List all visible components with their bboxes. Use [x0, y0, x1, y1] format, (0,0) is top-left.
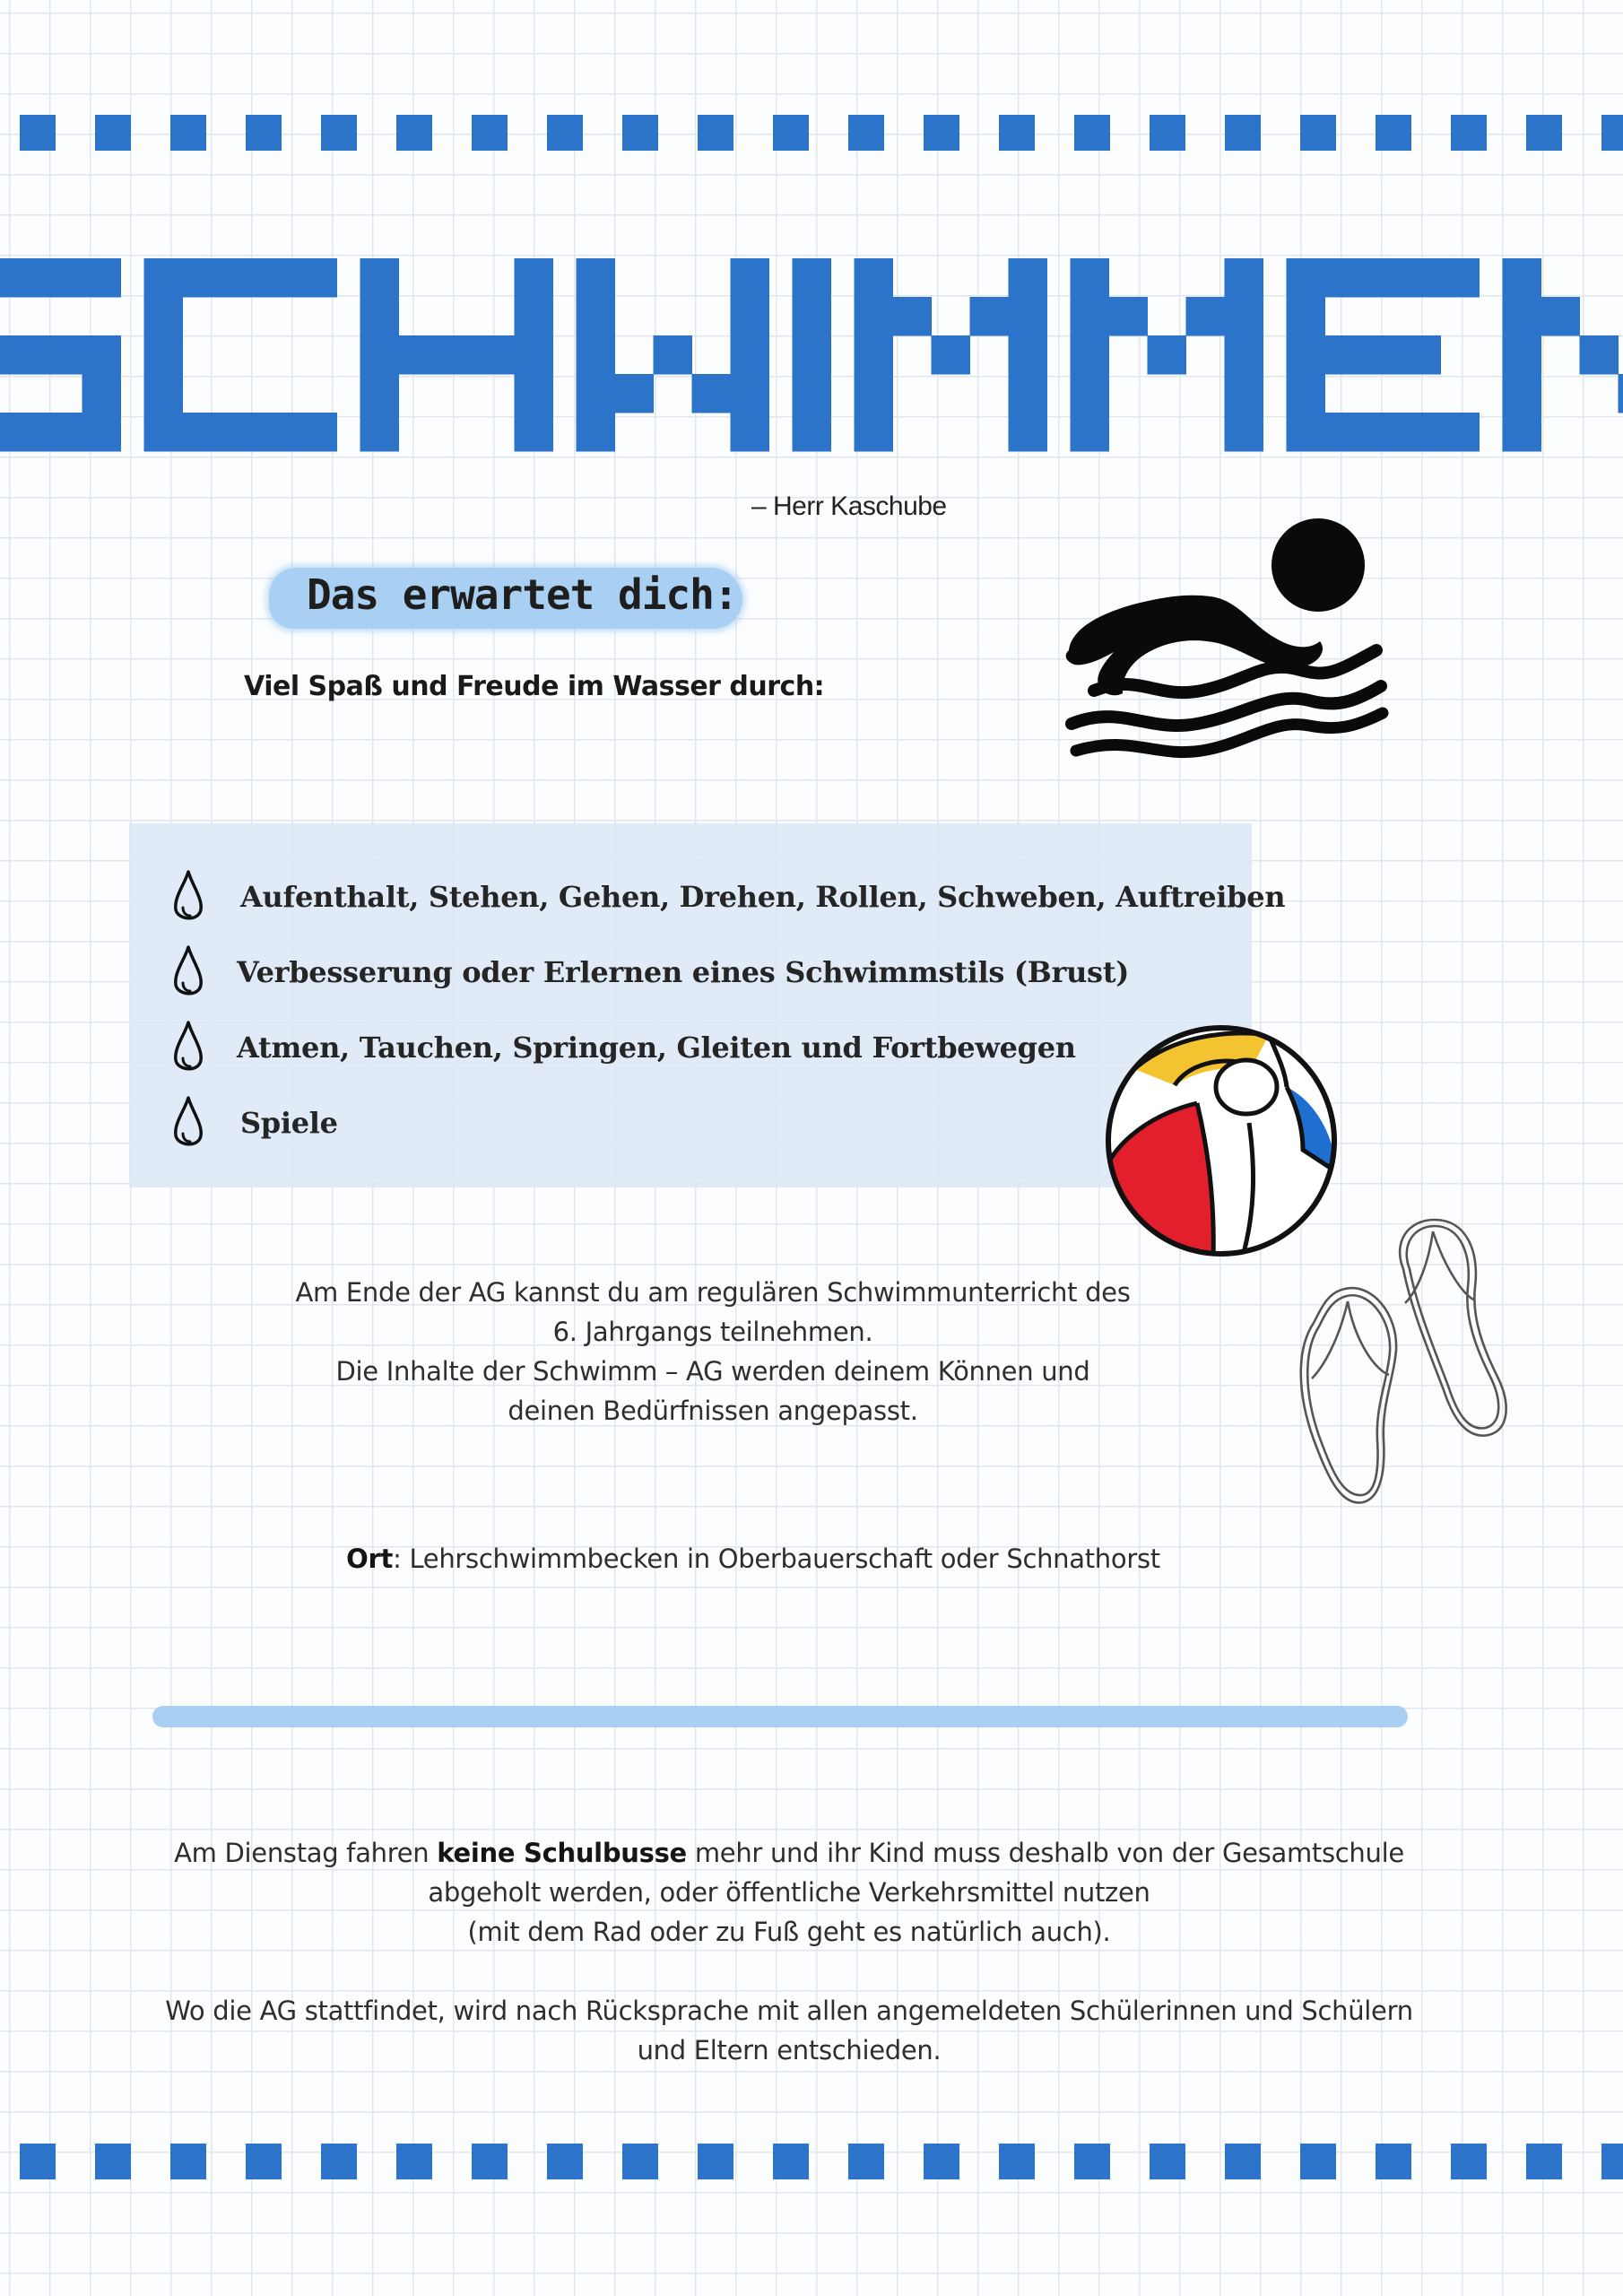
title-pixel — [360, 413, 400, 452]
border-square — [547, 2144, 583, 2179]
transport-bold: keine Schulbusse — [437, 1838, 687, 1868]
border-square — [848, 115, 884, 151]
title-pixel — [1009, 258, 1048, 298]
title-pixel — [82, 258, 122, 298]
transport-prefix: Am Dienstag fahren — [174, 1838, 438, 1868]
border-square — [20, 2144, 56, 2179]
title-pixel — [1619, 374, 1623, 413]
title-pixel — [183, 258, 222, 298]
title-pixel — [1325, 413, 1365, 452]
title-pixel — [855, 297, 894, 336]
title-pixel — [183, 413, 222, 452]
border-square — [924, 2144, 959, 2179]
title-pixel — [260, 413, 299, 452]
border-square — [1150, 2144, 1185, 2179]
border-square — [547, 115, 583, 151]
title-pixel — [1364, 335, 1403, 375]
title-pixel — [1580, 335, 1619, 375]
border-square — [472, 2144, 508, 2179]
border-square — [698, 115, 733, 151]
title-pixel — [1009, 335, 1048, 375]
swimmer-icon — [1058, 516, 1390, 762]
transport-line: (mit dem Rad oder zu Fuß geht es natürlich auch). — [467, 1917, 1111, 1947]
title-pixel — [615, 374, 655, 413]
title-pixel — [793, 335, 832, 375]
border-square — [1451, 115, 1487, 151]
location-label: Ort — [346, 1544, 394, 1574]
border-square — [698, 2144, 733, 2179]
border-square — [472, 115, 508, 151]
title-pixel — [1148, 335, 1187, 375]
title-pixel — [44, 335, 83, 375]
title-pixel — [221, 258, 261, 298]
title-pixel — [1071, 374, 1110, 413]
title-pixel — [360, 374, 400, 413]
title-pixel — [1503, 374, 1542, 413]
title-pixel — [1009, 374, 1048, 413]
list-item — [170, 1094, 338, 1152]
venue-line: und Eltern entschieden. — [637, 2035, 942, 2066]
title-pixel — [855, 335, 894, 375]
title-pixel — [1503, 297, 1542, 336]
title-pixel — [1225, 297, 1264, 336]
title-pixel — [793, 413, 832, 452]
border-square — [1601, 2144, 1623, 2179]
title-pixel — [793, 374, 832, 413]
transport-line: abgeholt werden, oder öffentliche Verkehrsmittel nutzen — [428, 1877, 1150, 1908]
title-pixel — [893, 297, 933, 336]
title-pixel — [1503, 413, 1542, 452]
section-heading-highlight — [269, 554, 753, 644]
title-pixel — [731, 258, 770, 298]
title-pixel — [5, 258, 45, 298]
title-pixel — [731, 297, 770, 336]
title-pixel — [1287, 297, 1326, 336]
activity-text: Spiele — [240, 1106, 338, 1140]
transport-line — [90, 1833, 1488, 1873]
title-pixel — [970, 297, 1010, 336]
title-pixel — [221, 413, 261, 452]
title-pixel — [1225, 413, 1264, 452]
title-pixel — [0, 413, 5, 452]
border-square — [773, 2144, 809, 2179]
water-drop-icon — [170, 1094, 206, 1152]
title-pixel — [654, 335, 693, 375]
title-pixel — [515, 297, 554, 336]
title-pixel — [515, 374, 554, 413]
title-pixel — [82, 374, 122, 413]
border-square — [1150, 115, 1185, 151]
border-square — [1601, 115, 1623, 151]
activity-text: Aufenthalt, Stehen, Gehen, Drehen, Rollen, Schweben, Auftreiben — [240, 880, 1286, 914]
venue-line: Wo die AG stattfindet, wird nach Rücksprache mit allen angemeldeten Schülerinnen und Schülern — [165, 1996, 1413, 2026]
title-pixel — [399, 335, 438, 375]
title-pixel — [1287, 374, 1326, 413]
title-pixel — [1503, 258, 1542, 298]
border-square — [1225, 2144, 1261, 2179]
title-pixel — [1287, 413, 1326, 452]
border-square — [1376, 2144, 1411, 2179]
title-pixel — [731, 374, 770, 413]
title-pixel — [0, 335, 5, 375]
title-pixel — [1287, 335, 1326, 375]
title-pixel — [731, 413, 770, 452]
title-pixel — [692, 374, 732, 413]
border-square — [1074, 2144, 1110, 2179]
title-pixel — [577, 258, 616, 298]
title-pixel — [1441, 413, 1480, 452]
info-paragraph — [135, 1273, 1291, 1431]
title-pixel — [5, 413, 45, 452]
border-square — [999, 115, 1035, 151]
location-line — [135, 1539, 1372, 1578]
title-pixel — [1225, 374, 1264, 413]
title-pixel — [438, 335, 477, 375]
border-square — [1074, 115, 1110, 151]
title-pixel — [360, 335, 400, 375]
flip-flops-icon — [1296, 1215, 1511, 1511]
title-pixel — [1287, 258, 1326, 298]
title-pixel — [1364, 413, 1403, 452]
title-pixel — [1364, 258, 1403, 298]
title-pixel — [360, 297, 400, 336]
title-pixel — [793, 297, 832, 336]
title-pixel — [855, 374, 894, 413]
title-pixel — [1009, 413, 1048, 452]
title-pixel — [144, 258, 184, 298]
title-pixel — [1402, 258, 1442, 298]
title-pixel — [855, 258, 894, 298]
title-pixel — [1071, 297, 1110, 336]
border-square — [321, 115, 357, 151]
title-pixel — [932, 335, 971, 375]
title-pixel — [1071, 258, 1110, 298]
title-pixel — [299, 258, 338, 298]
title-pixel — [577, 374, 616, 413]
border-square — [396, 115, 432, 151]
title-pixel — [144, 413, 184, 452]
section-heading: Das erwartet dich: — [307, 570, 738, 619]
title-pixel — [144, 374, 184, 413]
title-pixel — [515, 258, 554, 298]
border-square — [1300, 2144, 1336, 2179]
title-pixel — [1503, 335, 1542, 375]
title-pixel — [260, 258, 299, 298]
title-pixel — [299, 413, 338, 452]
border-square — [773, 115, 809, 151]
divider-bar — [152, 1706, 1408, 1727]
border-square — [1526, 115, 1562, 151]
title-pixel — [855, 413, 894, 452]
title-pixel — [5, 335, 45, 375]
border-square — [246, 2144, 282, 2179]
info-line: 6. Jahrgangs teilnehmen. — [552, 1317, 873, 1347]
title-pixel — [1541, 297, 1581, 336]
border-square — [1225, 115, 1261, 151]
border-square — [95, 2144, 131, 2179]
top-border-squares — [0, 115, 1623, 152]
title-pixel — [44, 258, 83, 298]
border-square — [999, 2144, 1035, 2179]
title-pixel — [731, 335, 770, 375]
intro-text: Viel Spaß und Freude im Wasser durch: — [244, 671, 825, 702]
border-square — [321, 2144, 357, 2179]
info-line: deinen Bedürfnissen angepasst. — [508, 1396, 918, 1426]
title-pixel — [577, 413, 616, 452]
border-square — [170, 115, 206, 151]
border-square — [1300, 115, 1336, 151]
border-square — [20, 115, 56, 151]
title-pixel — [515, 413, 554, 452]
title-pixel — [360, 258, 400, 298]
title-pixel — [1402, 413, 1442, 452]
border-square — [95, 115, 131, 151]
water-drop-icon — [170, 868, 206, 926]
title-pixel — [1009, 297, 1048, 336]
border-square — [396, 2144, 432, 2179]
title-pixel — [793, 258, 832, 298]
title-pixel — [1186, 297, 1226, 336]
title-pixel — [1325, 258, 1365, 298]
title-pixel — [577, 335, 616, 375]
title-pixel — [1225, 335, 1264, 375]
title-pixel — [1109, 297, 1149, 336]
venue-paragraph — [54, 1991, 1524, 2070]
border-square — [924, 115, 959, 151]
title-pixel — [44, 413, 83, 452]
title-pixel — [144, 335, 184, 375]
activity-text: Verbesserung oder Erlernen eines Schwimmstils (Brust) — [237, 955, 1130, 989]
transport-suffix: mehr und ihr Kind muss deshalb von der Gesamtschule — [686, 1838, 1404, 1868]
border-square — [170, 2144, 206, 2179]
border-square — [1376, 115, 1411, 151]
bottom-border-squares — [0, 2144, 1623, 2181]
title-pixel — [577, 297, 616, 336]
info-line: Am Ende der AG kannst du am regulären Schwimmunterricht des — [295, 1277, 1131, 1308]
water-drop-icon — [170, 944, 206, 1001]
border-square — [622, 115, 658, 151]
title-pixel — [1325, 335, 1365, 375]
border-square — [246, 115, 282, 151]
water-drop-icon — [170, 1019, 206, 1076]
border-square — [1526, 2144, 1562, 2179]
title-pixel — [82, 335, 122, 375]
title-pixel — [1441, 258, 1480, 298]
title-pixel — [82, 413, 122, 452]
list-item — [170, 944, 1129, 1001]
title-pixel — [144, 297, 184, 336]
border-square — [1451, 2144, 1487, 2179]
transport-paragraph — [90, 1833, 1488, 1952]
author-credit: – Herr Kaschube — [751, 491, 947, 521]
title-pixel — [1225, 258, 1264, 298]
border-square — [622, 2144, 658, 2179]
title-pixel — [1402, 335, 1442, 375]
location-text: : Lehrschwimmbecken in Oberbauerschaft oder Schnathorst — [393, 1544, 1160, 1574]
title-pixel — [0, 258, 5, 298]
list-item — [170, 868, 1285, 926]
title-pixel — [1071, 335, 1110, 375]
title-pixel — [476, 335, 516, 375]
list-item — [170, 1019, 1076, 1076]
border-square — [848, 2144, 884, 2179]
activity-text: Atmen, Tauchen, Springen, Gleiten und Fortbewegen — [237, 1031, 1076, 1065]
info-line: Die Inhalte der Schwimm – AG werden deinem Können und — [335, 1356, 1090, 1387]
page-title — [0, 251, 1623, 466]
title-pixel — [515, 335, 554, 375]
title-pixel — [1071, 413, 1110, 452]
